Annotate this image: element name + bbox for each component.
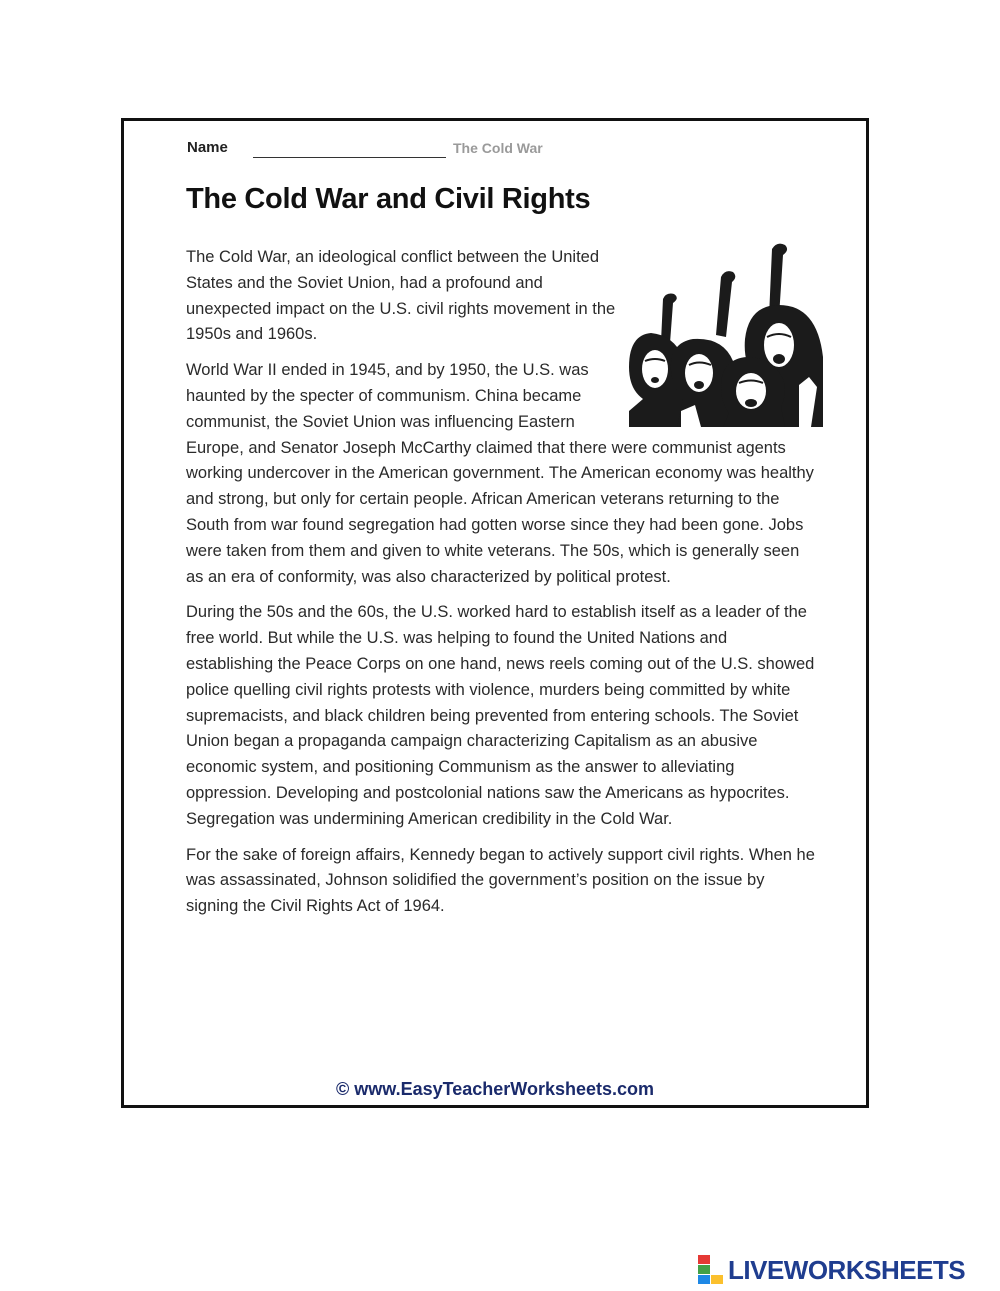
paragraph-world-leader: During the 50s and the 60s, the U.S. worked hard to establish itself as a leader of the free world. But while the U.S. was helping to found the United Nations and establishing the Peace Corps on one hand, news reels coming out of the U.S. showed police quelling civil rights protests with violence, murders being committed by white supremacists, and black children being prevented from entering schools. The Soviet Union began a propaganda campaign characterizing Capitalism as an abusive economic system, and positioning Communism as the answer to alleviating oppression. Developing and postcolonial nations saw the Americans as hypocrites. Segregation was undermining American credibility in the Cold War. [186,603,815,828]
header-topic: The Cold War [453,140,543,156]
paragraph-postwar: World War II ended in 1945, and by 1950, the U.S. was haunted by the specter of communism. China became communist, the Soviet Union was influencing Eastern Europe, and Senator Joseph McCarthy claimed that there were communist agents working undercover in the American government. The American economy was healthy and strong, but only for certain people. African American veterans returning to the South from war found segregation had gotten worse since they had been gone. Jobs were taken from them and given to white veterans. The 50s, which is generally seen as an era of conformity, was also characterized by political protest. [186,361,814,586]
name-label: Name [187,139,228,156]
worksheet-page [121,118,869,1108]
name-row [187,139,787,163]
liveworksheets-logo-icon [698,1255,724,1285]
name-input-line[interactable] [253,157,446,158]
page-title: The Cold War and Civil Rights [186,183,591,215]
article-body [186,245,816,930]
paragraph-intro: The Cold War, an ideological conflict between the United States and the Soviet Union, had a profound and unexpected impact on the U.S. civil rights movement in the 1950s and 1960s. [186,248,616,344]
footer-link-text[interactable]: © www.EasyTeacherWorksheets.com [335,1079,655,1099]
protest-crowd-illustration [629,235,823,427]
liveworksheets-wordmark: LIVEWORKSHEETS [728,1255,966,1285]
footer-credit [124,1079,866,1100]
liveworksheets-watermark[interactable] [696,1253,994,1287]
paragraph-civil-rights-act: For the sake of foreign affairs, Kennedy began to actively support civil rights. When he was assassinated, Johnson solidified the government’s position on the issue by signing the Civil Rights Act of 1964. [186,845,815,916]
